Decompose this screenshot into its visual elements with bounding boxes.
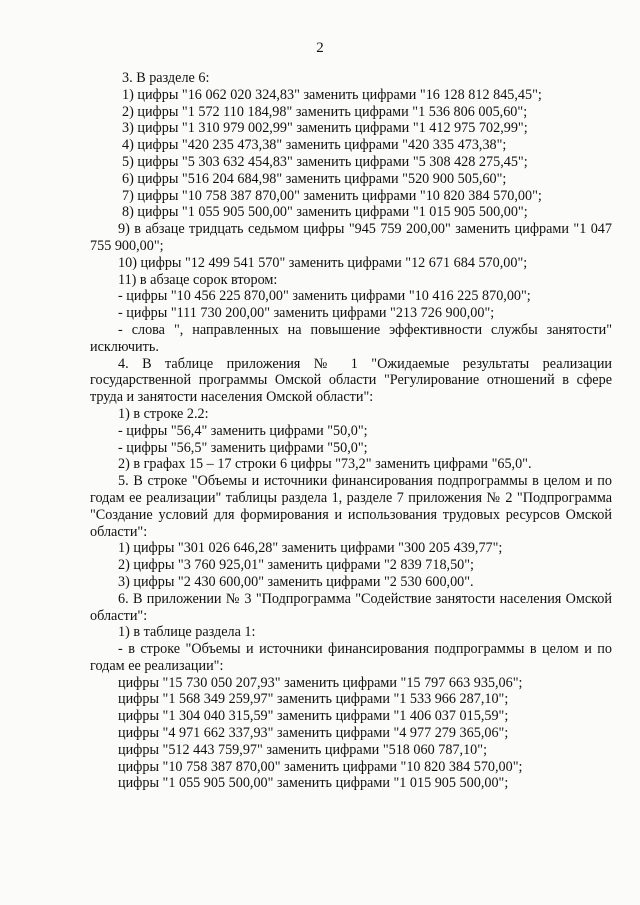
section-3-item: 4) цифры "420 235 473,38" заменить цифрами "420 335 473,38";	[122, 137, 507, 154]
section-5-item: 3) цифры "2 430 600,00" заменить цифрами "2 530 600,00".	[118, 573, 474, 590]
section-3-item-11-sub: - цифры "10 456 225 870,00" заменить цифрами "10 416 225 870,00";	[118, 288, 531, 305]
section-6-heading: 6. В приложении № 3 "Подпрограмма "Содействие занятости населения Омской области":	[90, 590, 612, 624]
section-6-item: цифры "4 971 662 337,93" заменить цифрами "4 977 279 365,06";	[118, 725, 509, 742]
section-5-heading: 5. В строке "Объемы и источники финансирования подпрограммы в целом и по годам ее реализации" таблицы раздела 1, разделе 7 приложения № 2 "Подпрограмма "Создание условий для формирования и использования трудовых ресурсов Омской области":	[90, 473, 612, 540]
section-3-item: 7) цифры "10 758 387 870,00" заменить цифрами "10 820 384 570,00";	[122, 187, 542, 204]
section-6-item-1: 1) в таблице раздела 1:	[118, 624, 256, 641]
section-3-item: 1) цифры "16 062 020 324,83" заменить цифрами "16 128 812 845,45";	[122, 86, 542, 103]
section-4-item: - цифры "56,4" заменить цифрами "50,0";	[118, 422, 368, 439]
section-3-item-11: 11) в абзаце сорок втором:	[118, 271, 278, 288]
section-4-item: - цифры "56,5" заменить цифрами "50,0";	[118, 439, 368, 456]
section-3-item-9: 9) в абзаце тридцать седьмом цифры "945 759 200,00" заменить цифрами "1 047 755 900,00";	[90, 221, 612, 254]
section-3-item: 6) цифры "516 204 684,98" заменить цифрами "520 900 505,60";	[122, 170, 507, 187]
section-5-item: 1) цифры "301 026 646,28" заменить цифрами "300 205 439,77";	[118, 540, 503, 557]
section-4-item: 2) в графах 15 – 17 строки 6 цифры "73,2" заменить цифрами "65,0".	[118, 456, 532, 473]
section-5-item: 2) цифры "3 760 925,01" заменить цифрами "2 839 718,50";	[118, 557, 475, 574]
section-6-item: цифры "1 055 905 500,00" заменить цифрами "1 015 905 500,00";	[118, 775, 509, 792]
section-6-item: цифры "10 758 387 870,00" заменить цифрами "10 820 384 570,00";	[118, 758, 523, 775]
section-3-heading: 3. В разделе 6:	[122, 70, 210, 86]
section-6-item: цифры "1 304 040 315,59" заменить цифрами "1 406 037 015,59";	[118, 708, 509, 725]
section-3-item: 3) цифры "1 310 979 002,99" заменить цифрами "1 412 975 702,99";	[122, 120, 528, 137]
page-number: 2	[316, 40, 324, 56]
section-6-item: цифры "1 568 349 259,97" заменить цифрами "1 533 966 287,10";	[118, 691, 509, 708]
document-body	[90, 70, 612, 792]
section-6-item: цифры "512 443 759,97" заменить цифрами "518 060 787,10";	[118, 741, 488, 758]
section-4-item: 1) в строке 2.2:	[118, 405, 209, 422]
section-3-item-11-sub: - цифры "111 730 200,00" заменить цифрами "213 726 900,00";	[118, 305, 495, 322]
section-3-item: 8) цифры "1 055 905 500,00" заменить цифрами "1 015 905 500,00";	[122, 204, 528, 221]
section-3-item: 2) цифры "1 572 110 184,98" заменить цифрами "1 536 806 005,60";	[122, 103, 528, 120]
section-4-heading: 4. В таблице приложения № 1 "Ожидаемые результаты реализации государственной программы Омской области "Регулирование отношений в сфере труда и занятости населения Омской области":	[90, 355, 612, 406]
section-3-item: 5) цифры "5 303 632 454,83" заменить цифрами "5 308 428 275,45";	[122, 153, 528, 170]
section-6-row: - в строке "Объемы и источники финансирования подпрограммы в целом и по годам ее реализации":	[90, 641, 612, 674]
section-3-item-11-words: - слова ", направленных на повышение эффективности службы занятости" исключить.	[90, 321, 612, 355]
section-3-item-10: 10) цифры "12 499 541 570" заменить цифрами "12 671 684 570,00";	[118, 254, 528, 271]
section-6-item: цифры "15 730 050 207,93" заменить цифрами "15 797 663 935,06";	[118, 674, 523, 691]
